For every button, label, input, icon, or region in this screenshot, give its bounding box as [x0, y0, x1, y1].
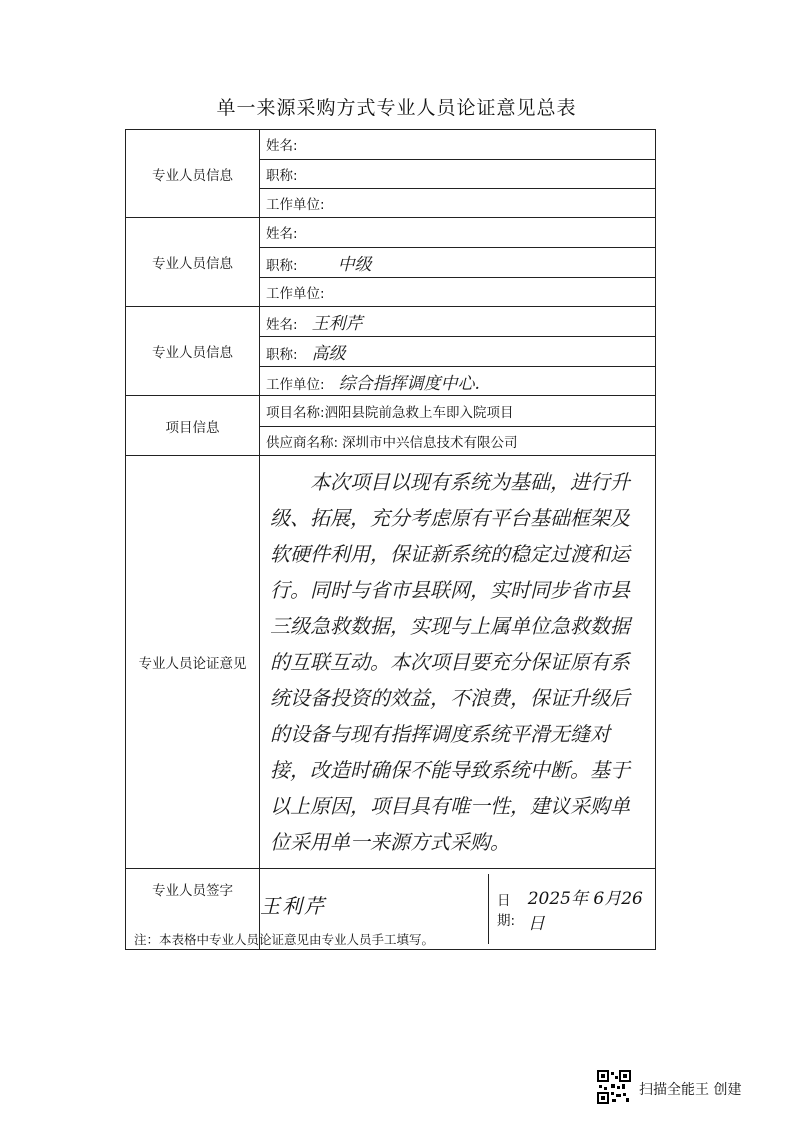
expert-3-name-value: 王利芹 — [311, 314, 363, 334]
signature-section-label: 专业人员签字 — [126, 869, 260, 950]
rank-key: 职称: — [266, 167, 298, 184]
project-name-row — [126, 396, 656, 427]
expert-2-section-label: 专业人员信息 — [126, 218, 260, 307]
supplier-value: 深圳市中兴信息技术有限公司 — [342, 435, 518, 451]
expert-2-rank-cell — [260, 248, 656, 278]
expert-1-rank-cell — [260, 160, 656, 189]
expert-3-name-row — [126, 307, 656, 337]
supplier-key: 供应商名称: — [266, 435, 339, 451]
unit-key: 工作单位: — [266, 376, 325, 393]
project-name-key: 项目名称: — [266, 405, 325, 421]
unit-key: 工作单位: — [266, 285, 325, 302]
expert-3-name-cell — [260, 307, 656, 337]
qr-code-icon — [597, 1070, 631, 1108]
supplier-cell — [260, 427, 656, 456]
expert-2-rank-value: 中级 — [337, 255, 372, 275]
name-key: 姓名: — [266, 317, 298, 333]
expert-3-section-label: 专业人员信息 — [126, 307, 260, 396]
opinion-cell — [260, 456, 656, 869]
project-section-label: 项目信息 — [126, 396, 260, 456]
rank-key: 职称: — [266, 258, 298, 274]
name-key: 姓名: — [266, 138, 298, 154]
scanner-watermark — [597, 1070, 741, 1108]
page-title: 单一来源采购方式专业人员论证意见总表 — [216, 97, 577, 119]
footnote: 注：本表格中专业人员论证意见由专业人员手工填写。 — [134, 932, 435, 947]
expert-1-name-cell — [260, 130, 656, 160]
expert-3-unit-cell — [260, 367, 656, 396]
unit-key: 工作单位: — [266, 196, 325, 213]
expert-1-section-label: 专业人员信息 — [126, 130, 260, 218]
project-name-cell — [260, 396, 656, 427]
expert-3-rank-value: 高级 — [311, 344, 346, 364]
date-key: 日期: — [497, 893, 516, 929]
expert-1-unit-cell — [260, 189, 656, 218]
date-box — [488, 874, 648, 944]
project-name-value: 泗阳县院前急救上车即入院项目 — [324, 405, 514, 421]
opinion-section-label: 专业人员论证意见 — [126, 456, 260, 869]
expert-2-unit-cell — [260, 278, 656, 307]
opinion-form-table — [125, 129, 656, 950]
name-key: 姓名: — [266, 226, 298, 242]
brand-text: 扫描全能王 创建 — [639, 1082, 742, 1098]
expert-2-name-cell — [260, 218, 656, 248]
opinion-row — [126, 456, 656, 869]
expert-3-unit-value: 综合指挥调度中心. — [338, 373, 480, 394]
expert-3-rank-cell — [260, 337, 656, 367]
rank-key: 职称: — [266, 347, 298, 363]
expert-1-name-row — [126, 130, 656, 160]
opinion-text: 本次项目以现有系统为基础，进行升级、拓展，充分考虑原有平台基础框架及软硬件利用，保证新系统的稳定过渡和运行。同时与省市县联网，实时同步省市县三级急救数据，实现与上属单位急救数据的互联互动。本次项目要充分保证原有系统设备投资的效益，不浪费，保证升级后的设备与现有指挥调度系统平滑无缝对接，改造时确保不能导致系统中断。基于以上原因，项目具有唯一性，建议采购单位采用单一来源方式采购。 — [270, 470, 630, 854]
date-value: 2025年 6月26日 — [527, 889, 643, 934]
signatures: 王利芹 — [260, 894, 326, 918]
expert-2-name-row — [126, 218, 656, 248]
